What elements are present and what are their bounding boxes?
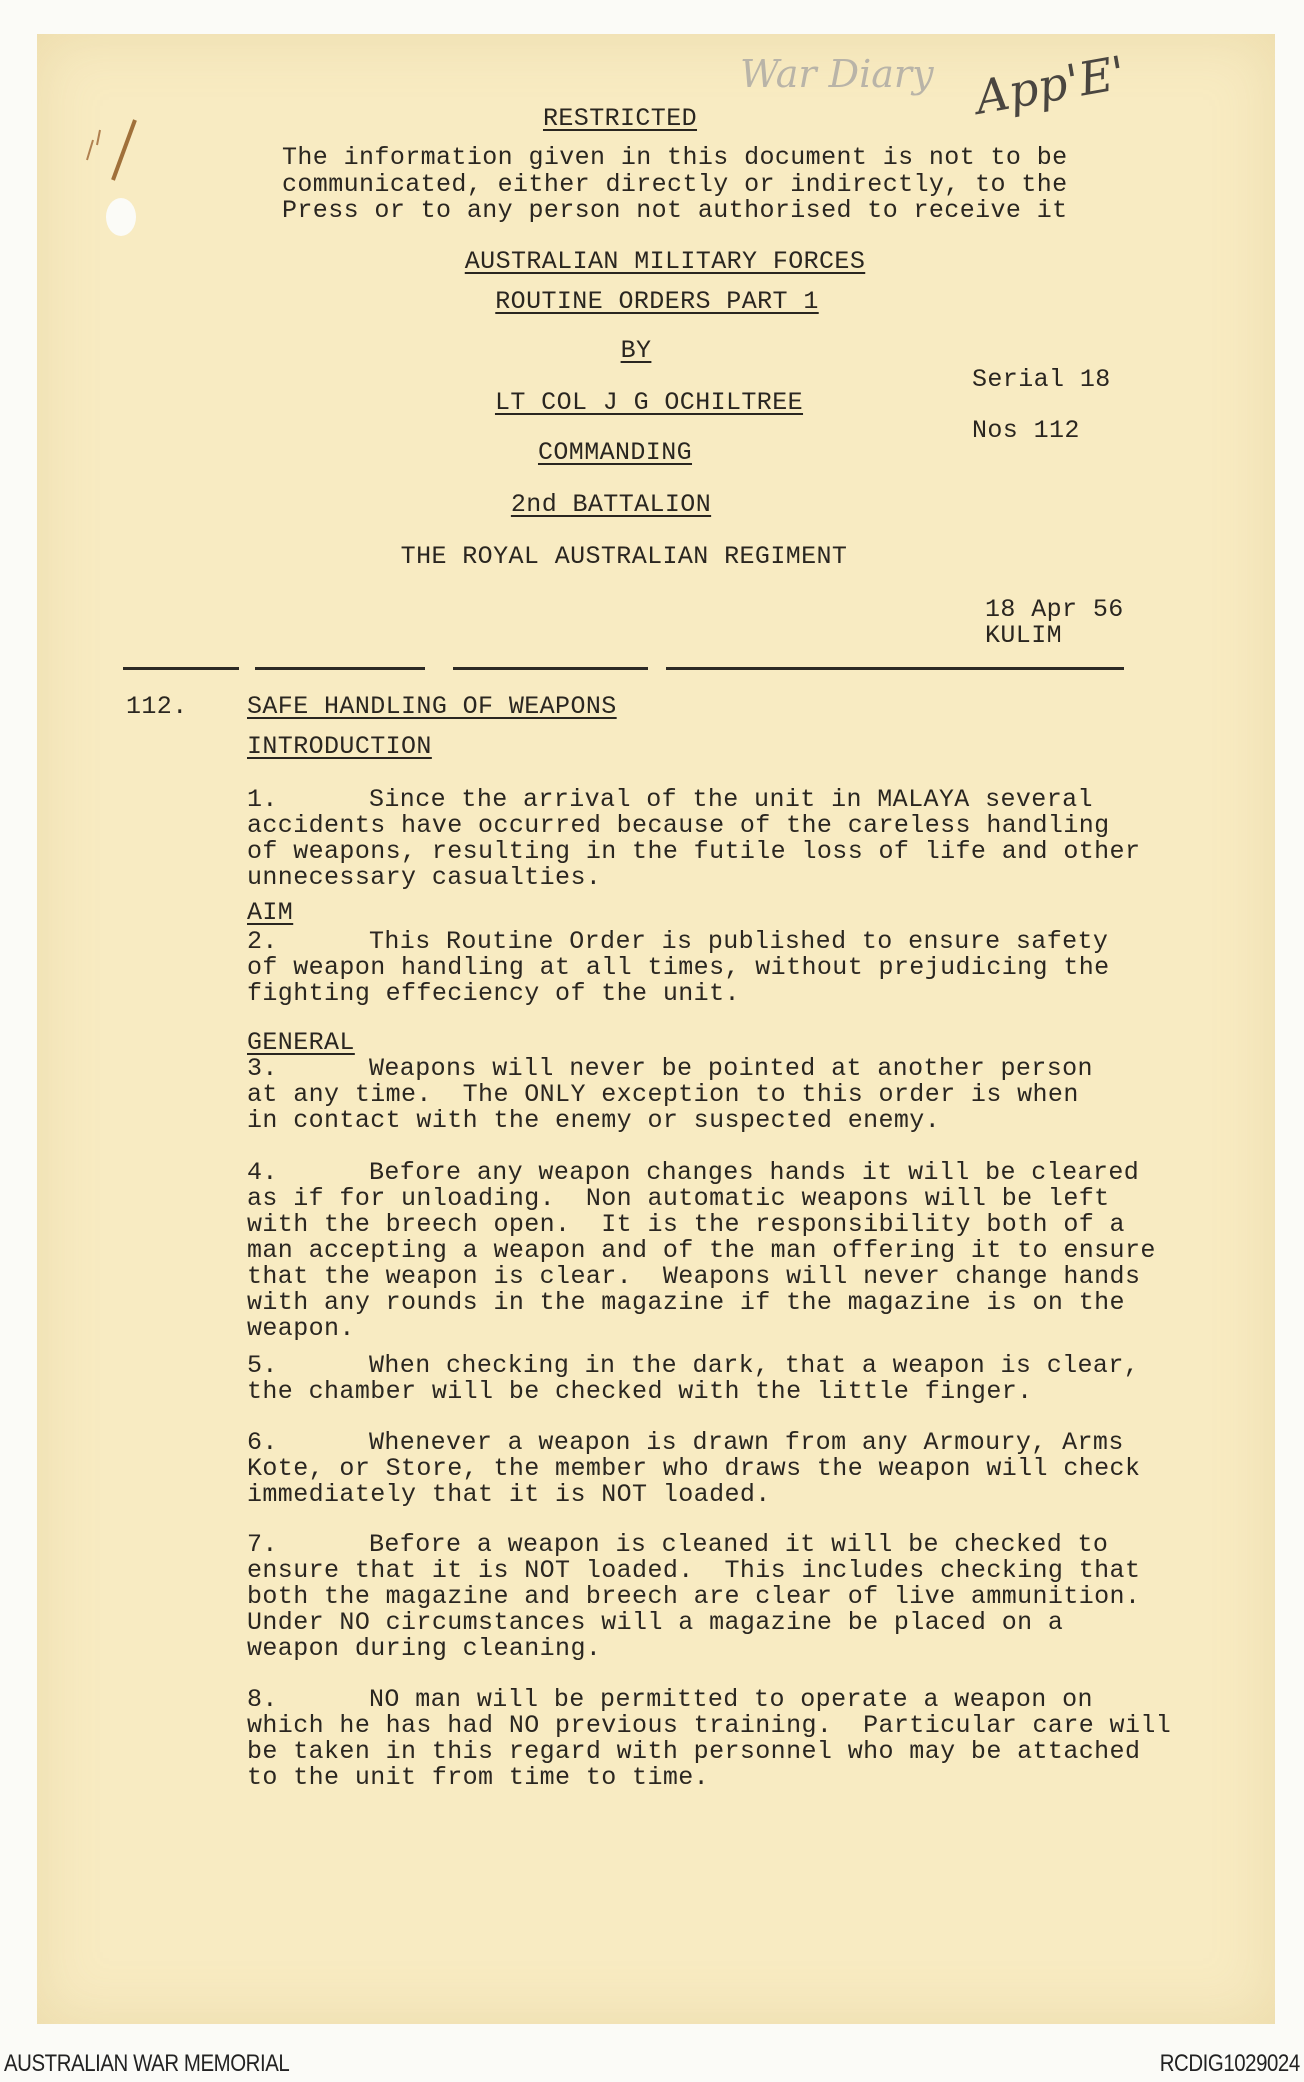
- paragraph-line: Before any weapon changes hands it will be cleared: [369, 1158, 1140, 1187]
- paragraph-number: 3.: [247, 1054, 278, 1083]
- force-heading: AUSTRALIAN MILITARY FORCES: [464, 247, 866, 276]
- battalion: 2nd BATTALION: [510, 490, 712, 519]
- by-heading: BY: [620, 336, 652, 365]
- notice-line: The information given in this document is not to be: [282, 143, 1068, 172]
- paragraph-line: fighting effeciency of the unit.: [247, 979, 740, 1008]
- paragraph-line: weapon.: [247, 1314, 355, 1343]
- paragraph-line: When checking in the dark, that a weapon is clear,: [369, 1351, 1140, 1380]
- section-introduction: INTRODUCTION: [247, 732, 432, 761]
- officer-role: COMMANDING: [537, 438, 693, 467]
- paragraph-number: 6.: [247, 1428, 278, 1457]
- paragraph-line: unnecessary casualties.: [247, 863, 602, 892]
- paragraph-number: 1.: [247, 785, 278, 814]
- paragraph-line: Before a weapon is cleaned it will be checked to: [369, 1530, 1109, 1559]
- paragraph-number: 7.: [247, 1530, 278, 1559]
- paragraph-line: NO man will be permitted to operate a weapon on: [369, 1685, 1093, 1714]
- paragraph-line: the chamber will be checked with the little finger.: [247, 1377, 1033, 1406]
- record-id: RCDIG1029024: [1159, 2050, 1300, 2077]
- handwritten-appendix: App'E': [971, 45, 1130, 125]
- paragraph-line: weapon during cleaning.: [247, 1634, 602, 1663]
- paragraph-line: be taken in this regard with personnel who may be attached: [247, 1737, 1141, 1766]
- paragraph-line: man accepting a weapon and of the man offering it to ensure: [247, 1236, 1156, 1265]
- classification: RESTRICTED: [542, 104, 698, 133]
- divider: [453, 667, 648, 670]
- paragraph-line: of weapons, resulting in the futile loss of life and other: [247, 837, 1141, 866]
- paragraph-line: of weapon handling at all times, without prejudicing the: [247, 953, 1110, 982]
- serial-number: Serial 18: [972, 365, 1111, 394]
- paragraph-line: Under NO circumstances will a magazine be placed on a: [247, 1608, 1064, 1637]
- paragraph-line: accidents have occurred because of the careless handling: [247, 811, 1110, 840]
- handwritten-war-diary: War Diary: [740, 52, 934, 96]
- paragraph-line: at any time. The ONLY exception to this order is when: [247, 1080, 1079, 1109]
- paragraph-line: with the breech open. It is the responsibility both of a: [247, 1210, 1125, 1239]
- paragraph-line: in contact with the enemy or suspected enemy.: [247, 1106, 941, 1135]
- paragraph-number: 4.: [247, 1158, 278, 1187]
- regiment: THE ROYAL AUSTRALIAN REGIMENT: [400, 542, 848, 571]
- punch-hole: [106, 198, 136, 236]
- divider: [255, 667, 425, 670]
- paragraph-line: immediately that it is NOT loaded.: [247, 1480, 771, 1509]
- paragraph-number: 2.: [247, 927, 278, 956]
- order-numbers: Nos 112: [972, 416, 1080, 445]
- order-number: 112.: [126, 692, 188, 721]
- paragraph-line: which he has had NO previous training. Particular care will: [247, 1711, 1172, 1740]
- section-general: GENERAL: [247, 1028, 355, 1057]
- section-aim: AIM: [247, 898, 294, 927]
- paragraph-line: This Routine Order is published to ensure safety: [369, 927, 1109, 956]
- divider: [123, 667, 239, 670]
- place: KULIM: [985, 621, 1063, 650]
- notice-line: communicated, either directly or indirectly, to the: [282, 170, 1068, 199]
- order-title: SAFE HANDLING OF WEAPONS: [247, 692, 617, 721]
- paragraph-line: Whenever a weapon is drawn from any Armoury, Arms: [369, 1428, 1124, 1457]
- pencil-mark: [75, 100, 185, 190]
- paragraph-line: both the magazine and breech are clear of live ammunition.: [247, 1582, 1141, 1611]
- archive-label: AUSTRALIAN WAR MEMORIAL: [4, 2050, 290, 2077]
- paragraph-line: that the weapon is clear. Weapons will never change hands: [247, 1262, 1141, 1291]
- paragraph-line: Since the arrival of the unit in MALAYA several: [369, 785, 1093, 814]
- paragraph-line: with any rounds in the magazine if the magazine is on the: [247, 1288, 1125, 1317]
- paragraph-line: Weapons will never be pointed at another person: [369, 1054, 1093, 1083]
- paragraph-line: ensure that it is NOT loaded. This includes checking that: [247, 1556, 1141, 1585]
- paragraph-number: 5.: [247, 1351, 278, 1380]
- paragraph-line: to the unit from time to time.: [247, 1763, 710, 1792]
- notice-line: Press or to any person not authorised to receive it: [282, 196, 1068, 225]
- paragraph-line: as if for unloading. Non automatic weapons will be left: [247, 1184, 1110, 1213]
- date: 18 Apr 56: [985, 595, 1124, 624]
- paragraph-line: Kote, or Store, the member who draws the weapon will check: [247, 1454, 1141, 1483]
- officer-name: LT COL J G OCHILTREE: [494, 388, 804, 417]
- paragraph-number: 8.: [247, 1685, 278, 1714]
- orders-heading: ROUTINE ORDERS PART 1: [495, 287, 819, 316]
- divider: [666, 667, 1124, 670]
